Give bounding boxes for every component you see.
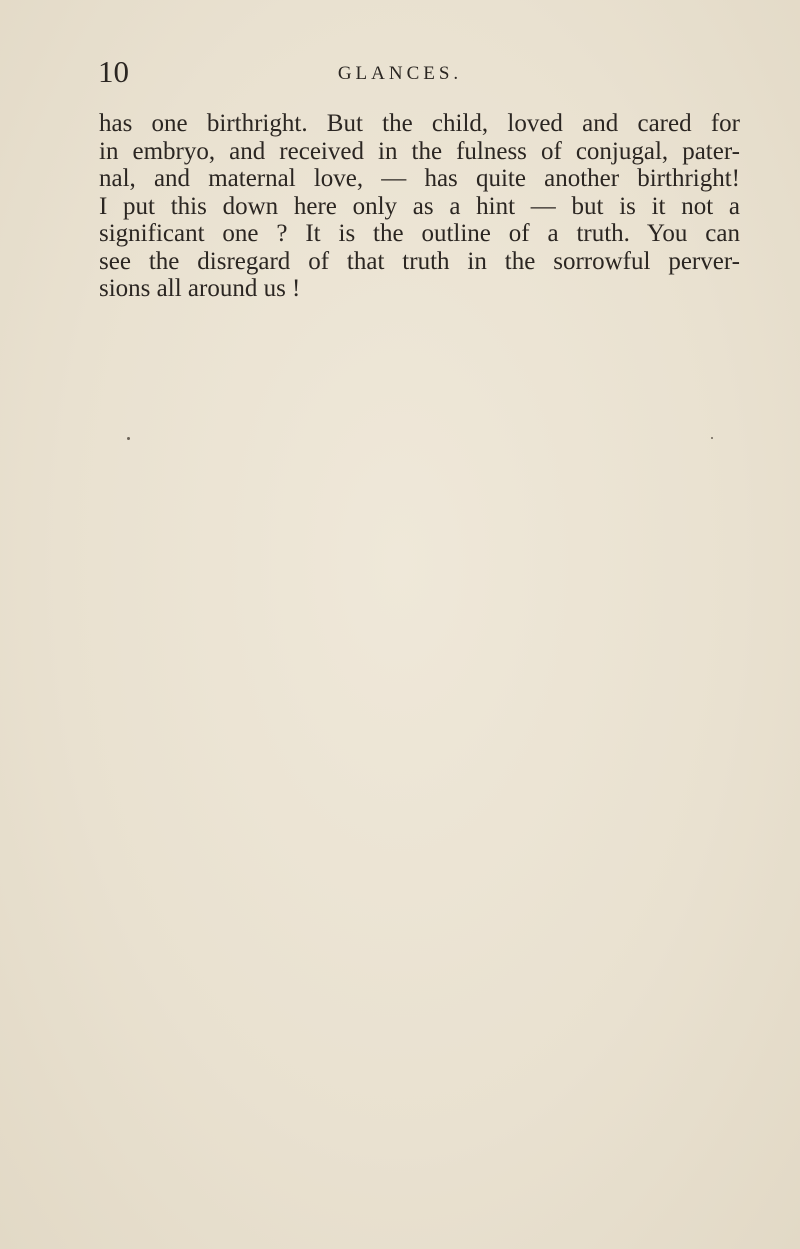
body-text [99,110,740,303]
text-line: see the disregard of that truth in the sorrowful perver- [99,247,740,275]
running-head: GLANCES. [337,63,463,84]
page-number: 10 [98,54,129,89]
paper-speck [127,437,130,440]
text-line: sions all around us ! [99,275,301,302]
text-line: has one birthright. But the child, loved and cared for [99,110,740,137]
text-line: significant one ? It is the outline of a truth. You can [99,220,740,247]
paper-speck [711,437,713,439]
text-line: I put this down here only as a hint — but is it not a [99,192,740,220]
text-line: nal, and maternal love, — has quite another birthright! [99,165,740,192]
text-line: in embryo, and received in the fulness of conjugal, pater- [99,137,740,165]
